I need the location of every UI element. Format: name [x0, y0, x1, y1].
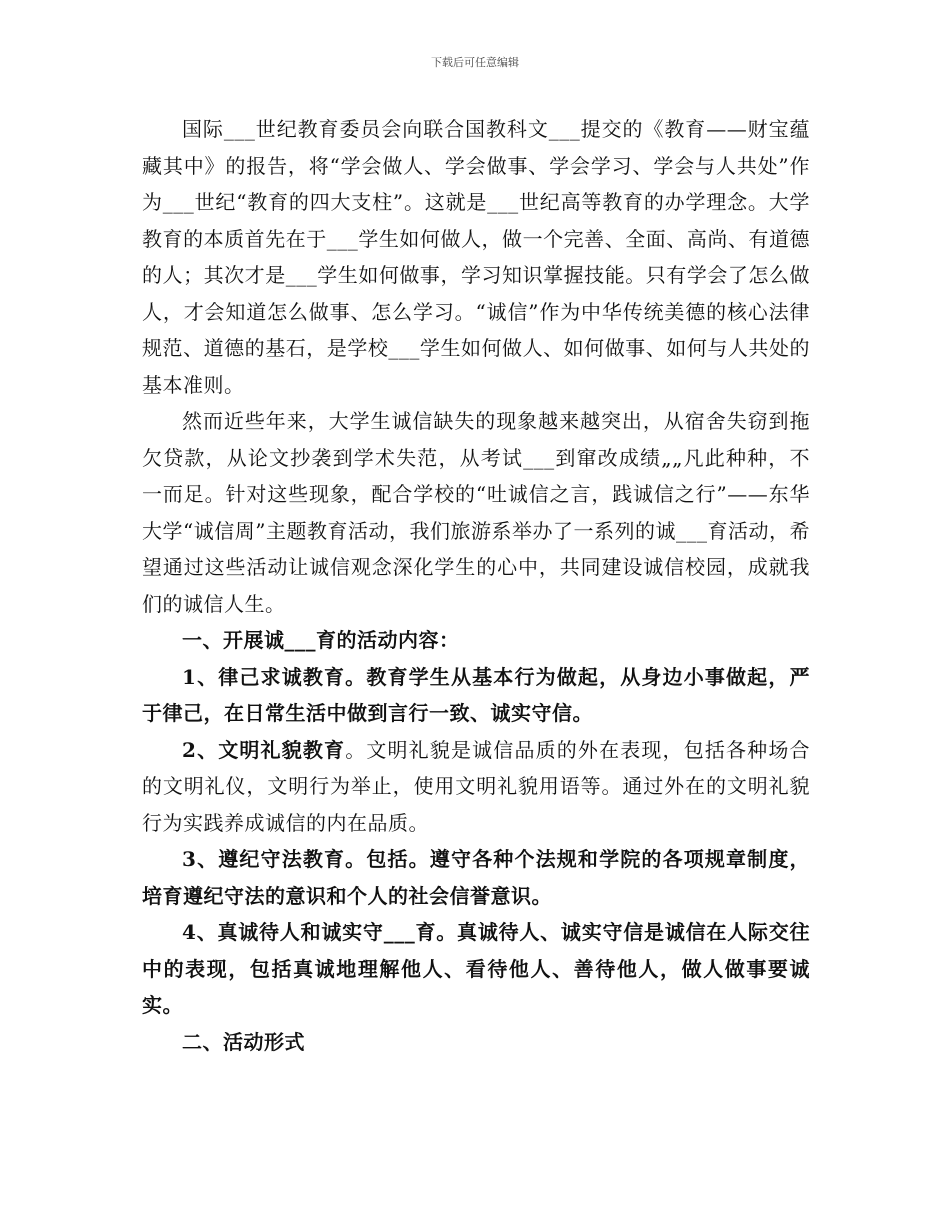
page-header: 下载后可任意编辑 — [431, 56, 519, 69]
section-heading-format: 二、活动形式 — [182, 1029, 305, 1054]
background-paragraph: 然而近些年来，大学生诚信缺失的现象越来越突出，从宿舍失窃到拖欠贷款，从论文抄袭到学术失范，从考试___到窜改成绩„„凡此种种，不一而足。针对这些现象，配合学校的“吐诚信之言，践诚信之行”——东华大学“诚信周”主题教育活动，我们旅游系举办了一系列的诚___育活动，希望通过这些活动让诚信观念深化学生的心中，共同建设诚信校园，成就我们的诚信人生。 — [142, 409, 810, 616]
item-sincerity: 4、真诚待人和诚实守___育。真诚待人、诚实守信是诚信在人际交往中的表现，包括真诚地理解他人、看待他人、善待他人，做人做事要诚实。 — [142, 920, 810, 1017]
document-body — [142, 111, 810, 1060]
item-law-abiding: 3、遵纪守法教育。包括。遵守各种个法规和学院的各项规章制度，培育遵纪守法的意识和个人的社会信誉意识。 — [142, 847, 810, 908]
item-civility-lead: 2、文明礼貌教育 — [182, 737, 346, 762]
section-heading-content: 一、开展诚___育的活动内容： — [182, 628, 460, 652]
intro-paragraph: 国际___世纪教育委员会向联合国教科文___提交的《教育——财宝蕴藏其中》的报告，将“学会做人、学会做事、学会学习、学会与人共处”作为___世纪“教育的四大支柱”。这就是___世纪高等教育的办学理念。大学教育的本质首先在于___学生如何做人，做一个完善、全面、高尚、有道德的人；其次才是___学生如何做事，学习知识掌握技能。只有学会了怎么做人，才会知道怎么做事、怎么学习。“诚信”作为中华传统美德的核心法律规范、道德的基石，是学校___学生如何做人、如何做事、如何与人共处的基本准则。 — [142, 117, 810, 397]
item-civility — [142, 732, 810, 842]
item-self-discipline: 1、律己求诚教育。教育学生从基本行为做起，从身边小事做起，严于律己，在日常生活中做到言行一致、诚实守信。 — [142, 664, 810, 725]
item-civility-text: 。文明礼貌是诚信品质的外在表现，包括各种场合的文明礼仪，文明行为举止，使用文明礼貌用语等。通过外在的文明礼貌行为实践养成诚信的内在品质。 — [142, 737, 811, 835]
